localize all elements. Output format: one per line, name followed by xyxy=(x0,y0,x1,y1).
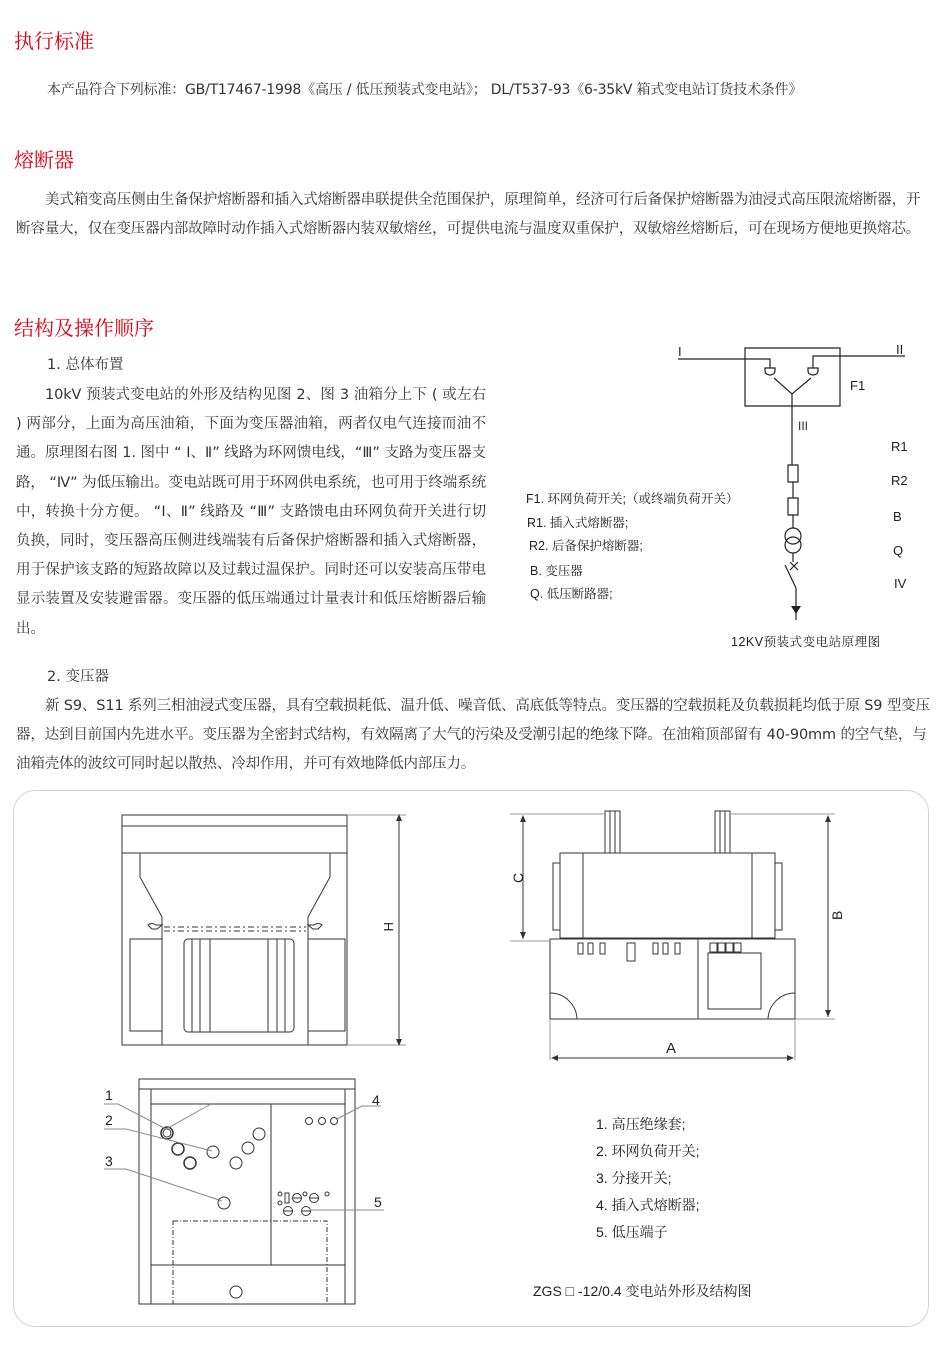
dimension-C-label: C xyxy=(510,872,526,883)
label-line-II: II xyxy=(896,342,904,357)
dimension-B-label: B xyxy=(829,910,845,920)
callout-5: 5 xyxy=(374,1194,382,1210)
section-title-standards: 执行标准 xyxy=(14,29,94,53)
section-title-fuse: 熔断器 xyxy=(14,148,74,172)
label-R2: R2 xyxy=(891,473,908,488)
label-F1: F1 xyxy=(850,378,866,393)
callout-4: 4 xyxy=(372,1092,380,1108)
output-arrow xyxy=(791,606,801,614)
label-R1: R1 xyxy=(891,439,908,454)
label-line-I: I xyxy=(678,344,682,359)
upper-tank xyxy=(560,853,775,938)
subsection-title-transformer: 2. 变压器 xyxy=(47,669,109,685)
dashed-compartment xyxy=(173,1221,327,1304)
contact-right xyxy=(808,368,818,375)
callout-1: 1 xyxy=(105,1087,113,1103)
figure-caption: ZGS □ -12/0.4 变电站外形及结构图 xyxy=(533,1283,752,1299)
schematic-drawing xyxy=(500,330,940,660)
schematic-caption: 12KV预装式变电站原理图 xyxy=(731,635,881,649)
label-line-III: III xyxy=(798,419,809,433)
front-outline xyxy=(122,815,347,1045)
callout-3: 3 xyxy=(105,1153,113,1169)
panel-view-drawing xyxy=(90,1075,400,1315)
transformer-text: 新 S9、S11 系列三相油浸式变压器，具有空载损耗低、温升低、噪音低、高底低等特点。变压器的空载损耗及负载损耗均低于原 S9 型变压器，达到目前国内先进水平。变压器为全密封式结构，有效隔离了大气的污染及受潮引起的绝缘下降。在油箱顶部留有 40-90mm 的空气垫，与油箱壳体的波纹可同时起以散热、冷却作用，并可有效地降低内部压力。 xyxy=(16,698,930,772)
fuse-R1 xyxy=(788,465,798,482)
transformer-coil-2 xyxy=(785,537,801,553)
figure-legend-item: 3. 分接开关; xyxy=(596,1170,672,1186)
figure-legend-item: 5. 低压端子 xyxy=(596,1224,668,1240)
schematic-diagram xyxy=(500,330,940,660)
side-elevation-drawing xyxy=(510,808,845,1068)
schematic-legend-B: B. 变压器 xyxy=(530,564,583,578)
lower-tank xyxy=(550,939,795,1019)
standards-text: 本产品符合下列标准：GB/T17467-1998《高压 / 低压预装式变电站》； DL/T537-93《6-35kV 箱式变电站订货技术条件》 xyxy=(47,82,803,98)
tap-changer xyxy=(218,1197,230,1209)
figure-legend-item: 1. 高压绝缘套; xyxy=(596,1116,686,1132)
front-elevation-drawing xyxy=(110,805,430,1055)
dimension-H-label: H xyxy=(381,922,396,932)
label-Q: Q xyxy=(893,543,904,558)
breaker-Q xyxy=(785,565,796,588)
schematic-legend-Q: Q. 低压断路器; xyxy=(530,587,613,601)
transformer-coil-1 xyxy=(785,528,801,544)
feeder-line-II xyxy=(813,356,905,368)
figure-legend xyxy=(596,1111,699,1246)
figure-legend-item: 2. 环网负荷开关; xyxy=(596,1143,700,1159)
dimension-A-label: A xyxy=(666,1040,677,1057)
contact-left xyxy=(765,368,775,375)
section-title-structure: 结构及操作顺序 xyxy=(14,316,154,340)
callout-2: 2 xyxy=(105,1112,113,1128)
fuse-R2 xyxy=(788,498,798,515)
schematic-legend-F1: F1. 环网负荷开关;（或终端负荷开关） xyxy=(526,492,739,506)
label-B: B xyxy=(893,509,902,524)
figure-legend-item: 4. 插入式熔断器; xyxy=(596,1197,700,1213)
layout-text: 10kV 预装式变电站的外形及结构见图 2、图 3 油箱分上下 ( 或左右 ) 两部分，上面为高压油箱，下面为变压器油箱，两者仅电气连接而油不通。原理图右图 1. 图中 “ Ⅰ、Ⅱ” 线路为环网馈电线，“Ⅲ” 支路为变压器支路， “Ⅳ” 为低压输出。变电站既可用于环网供电系统，也可用于终端系统中，转换十分方便。 “Ⅰ、Ⅱ” 线路及 “Ⅲ” 支路馈电由环网负荷开关进行切负换，同时，变压器高压侧进线端装有后备保护熔断器和插入式熔断器，用于保护该支路的短路故障以及过载过温保护。同时还可以安装高压带电显示装置及安装避雷器。变压器的低压端通过计量表计和低压熔断器后输出。 xyxy=(16,387,486,637)
schematic-legend-R1: R1. 插入式熔断器; xyxy=(527,516,629,530)
subsection-title-layout: 1. 总体布置 xyxy=(47,357,124,373)
label-IV: IV xyxy=(894,576,907,591)
fuse-text: 美式箱变高压侧由生备保护熔断器和插入式熔断器串联提供全范围保护，原理简单，经济可行后备保护熔断器为油浸式高压限流熔断器，开断容量大，仅在变压器内部故障时动作插入式熔断器内装双敏熔丝，可提供电流与温度双重保护，双敏熔丝熔断后，可在现场方便地更换熔芯。 xyxy=(16,192,921,237)
schematic-legend-R2: R2. 后备保护熔断器; xyxy=(529,539,643,553)
panel-outline xyxy=(139,1079,355,1304)
feeder-line-I xyxy=(678,359,770,368)
switch-blades xyxy=(774,378,811,394)
